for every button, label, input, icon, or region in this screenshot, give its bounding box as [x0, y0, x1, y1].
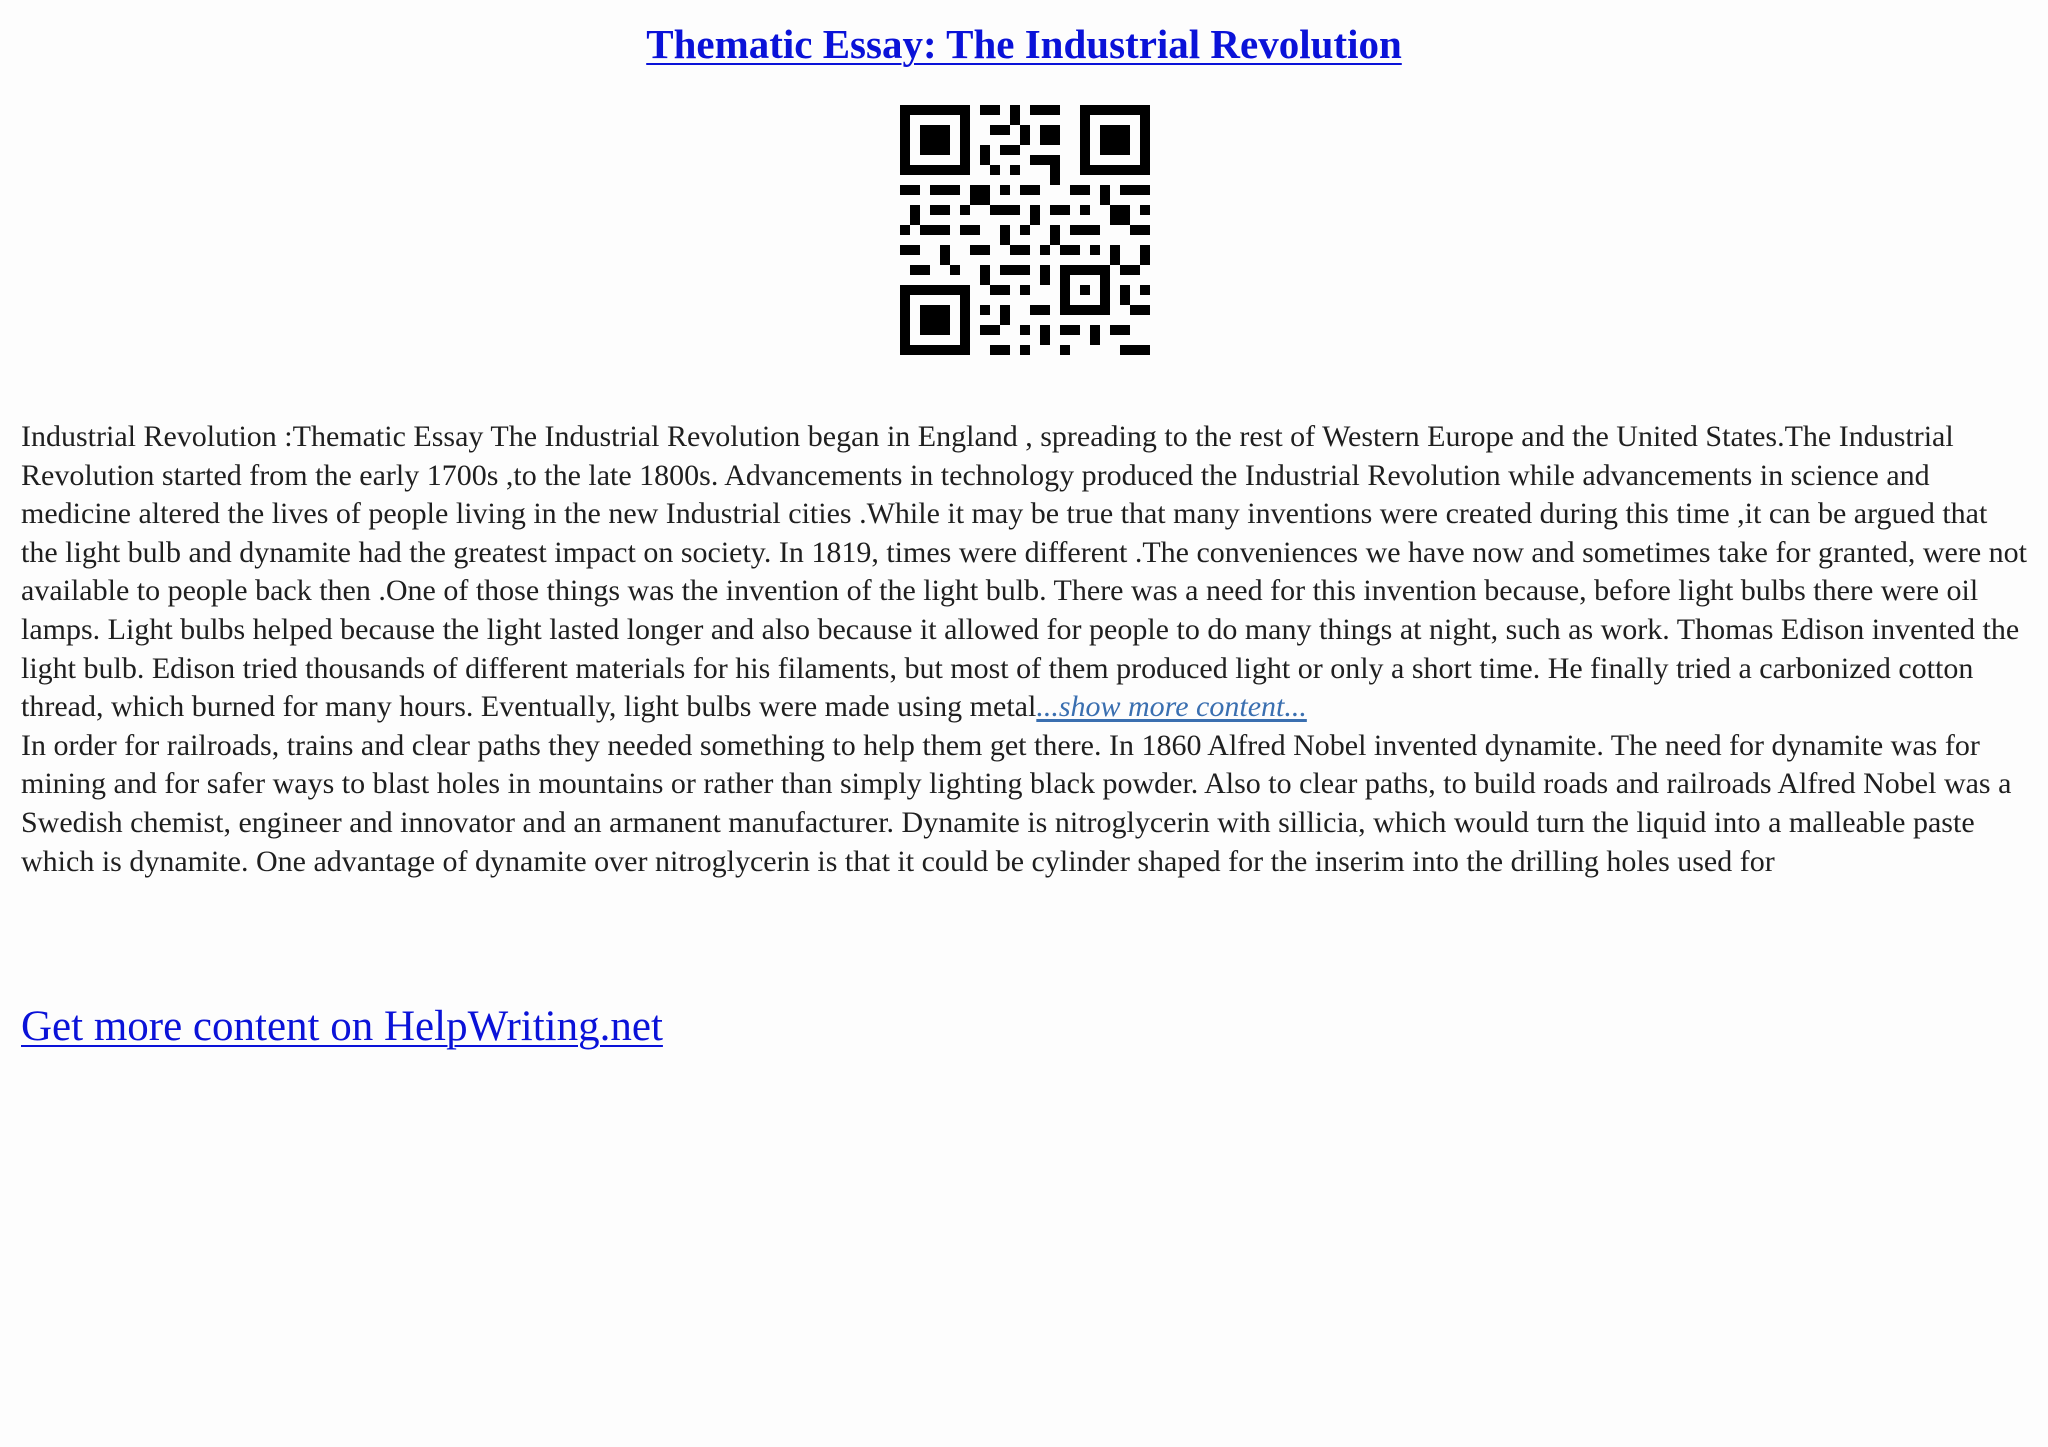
essay-paragraph-1-text: Industrial Revolution :Thematic Essay The Industrial Revolution began in England , spreading to the rest of Western Europe and the United States.The Industrial Revolution started from the early 1700s ,to the late 1800s. Advancements in technology produced the Industrial Revolution while advancements in science and medicine altered the lives of people living in the new Industrial cities .While it may be true that many inventions were created during this time ,it can be argued that the light bulb and dynamite had the greatest impact on society. In 1819, times were different .The conveniences we have now and sometimes take for granted, were not available to people back then .One of those things was the invention of the light bulb. There was a need for this invention because, before light bulbs there were oil lamps. Light bulbs helped because the light lasted longer and also because it allowed for people to do many things at night, such as work. Thomas Edison invented the light bulb. Edison tried thousands of different materials for his filaments, but most of them produced light or only a short time. He finally tried a carbonized cotton thread, which burned for many hours. Eventually, light bulbs were made using metal	[21, 420, 2028, 724]
title-link[interactable]: Thematic Essay: The Industrial Revolution	[646, 21, 1402, 67]
show-more-link[interactable]: ...show more content...	[1036, 690, 1307, 724]
cta	[21, 1000, 663, 1054]
essay-paragraph-2: In order for railroads, trains and clear paths they needed something to help them get there. In 1860 Alfred Nobel invented dynamite. The need for dynamite was for mining and for safer ways to blast holes in mountains or rather than simply lighting black powder. Also to clear paths, to build roads and railroads Alfred Nobel was a Swedish chemist, engineer and innovator and an armanent manufacturer. Dynamite is nitroglycerin with sillicia, which would turn the liquid into a malleable paste which is dynamite. One advantage of dynamite over nitroglycerin is that it could be cylinder shaped for the inserim into the drilling holes used for	[21, 728, 2012, 878]
get-more-content-link[interactable]: Get more content on HelpWriting.net	[21, 1003, 663, 1050]
qr-code-icon	[900, 105, 1150, 355]
page-title	[0, 18, 2048, 70]
essay-body	[21, 418, 2031, 881]
essay-paragraph-1	[21, 418, 2031, 727]
